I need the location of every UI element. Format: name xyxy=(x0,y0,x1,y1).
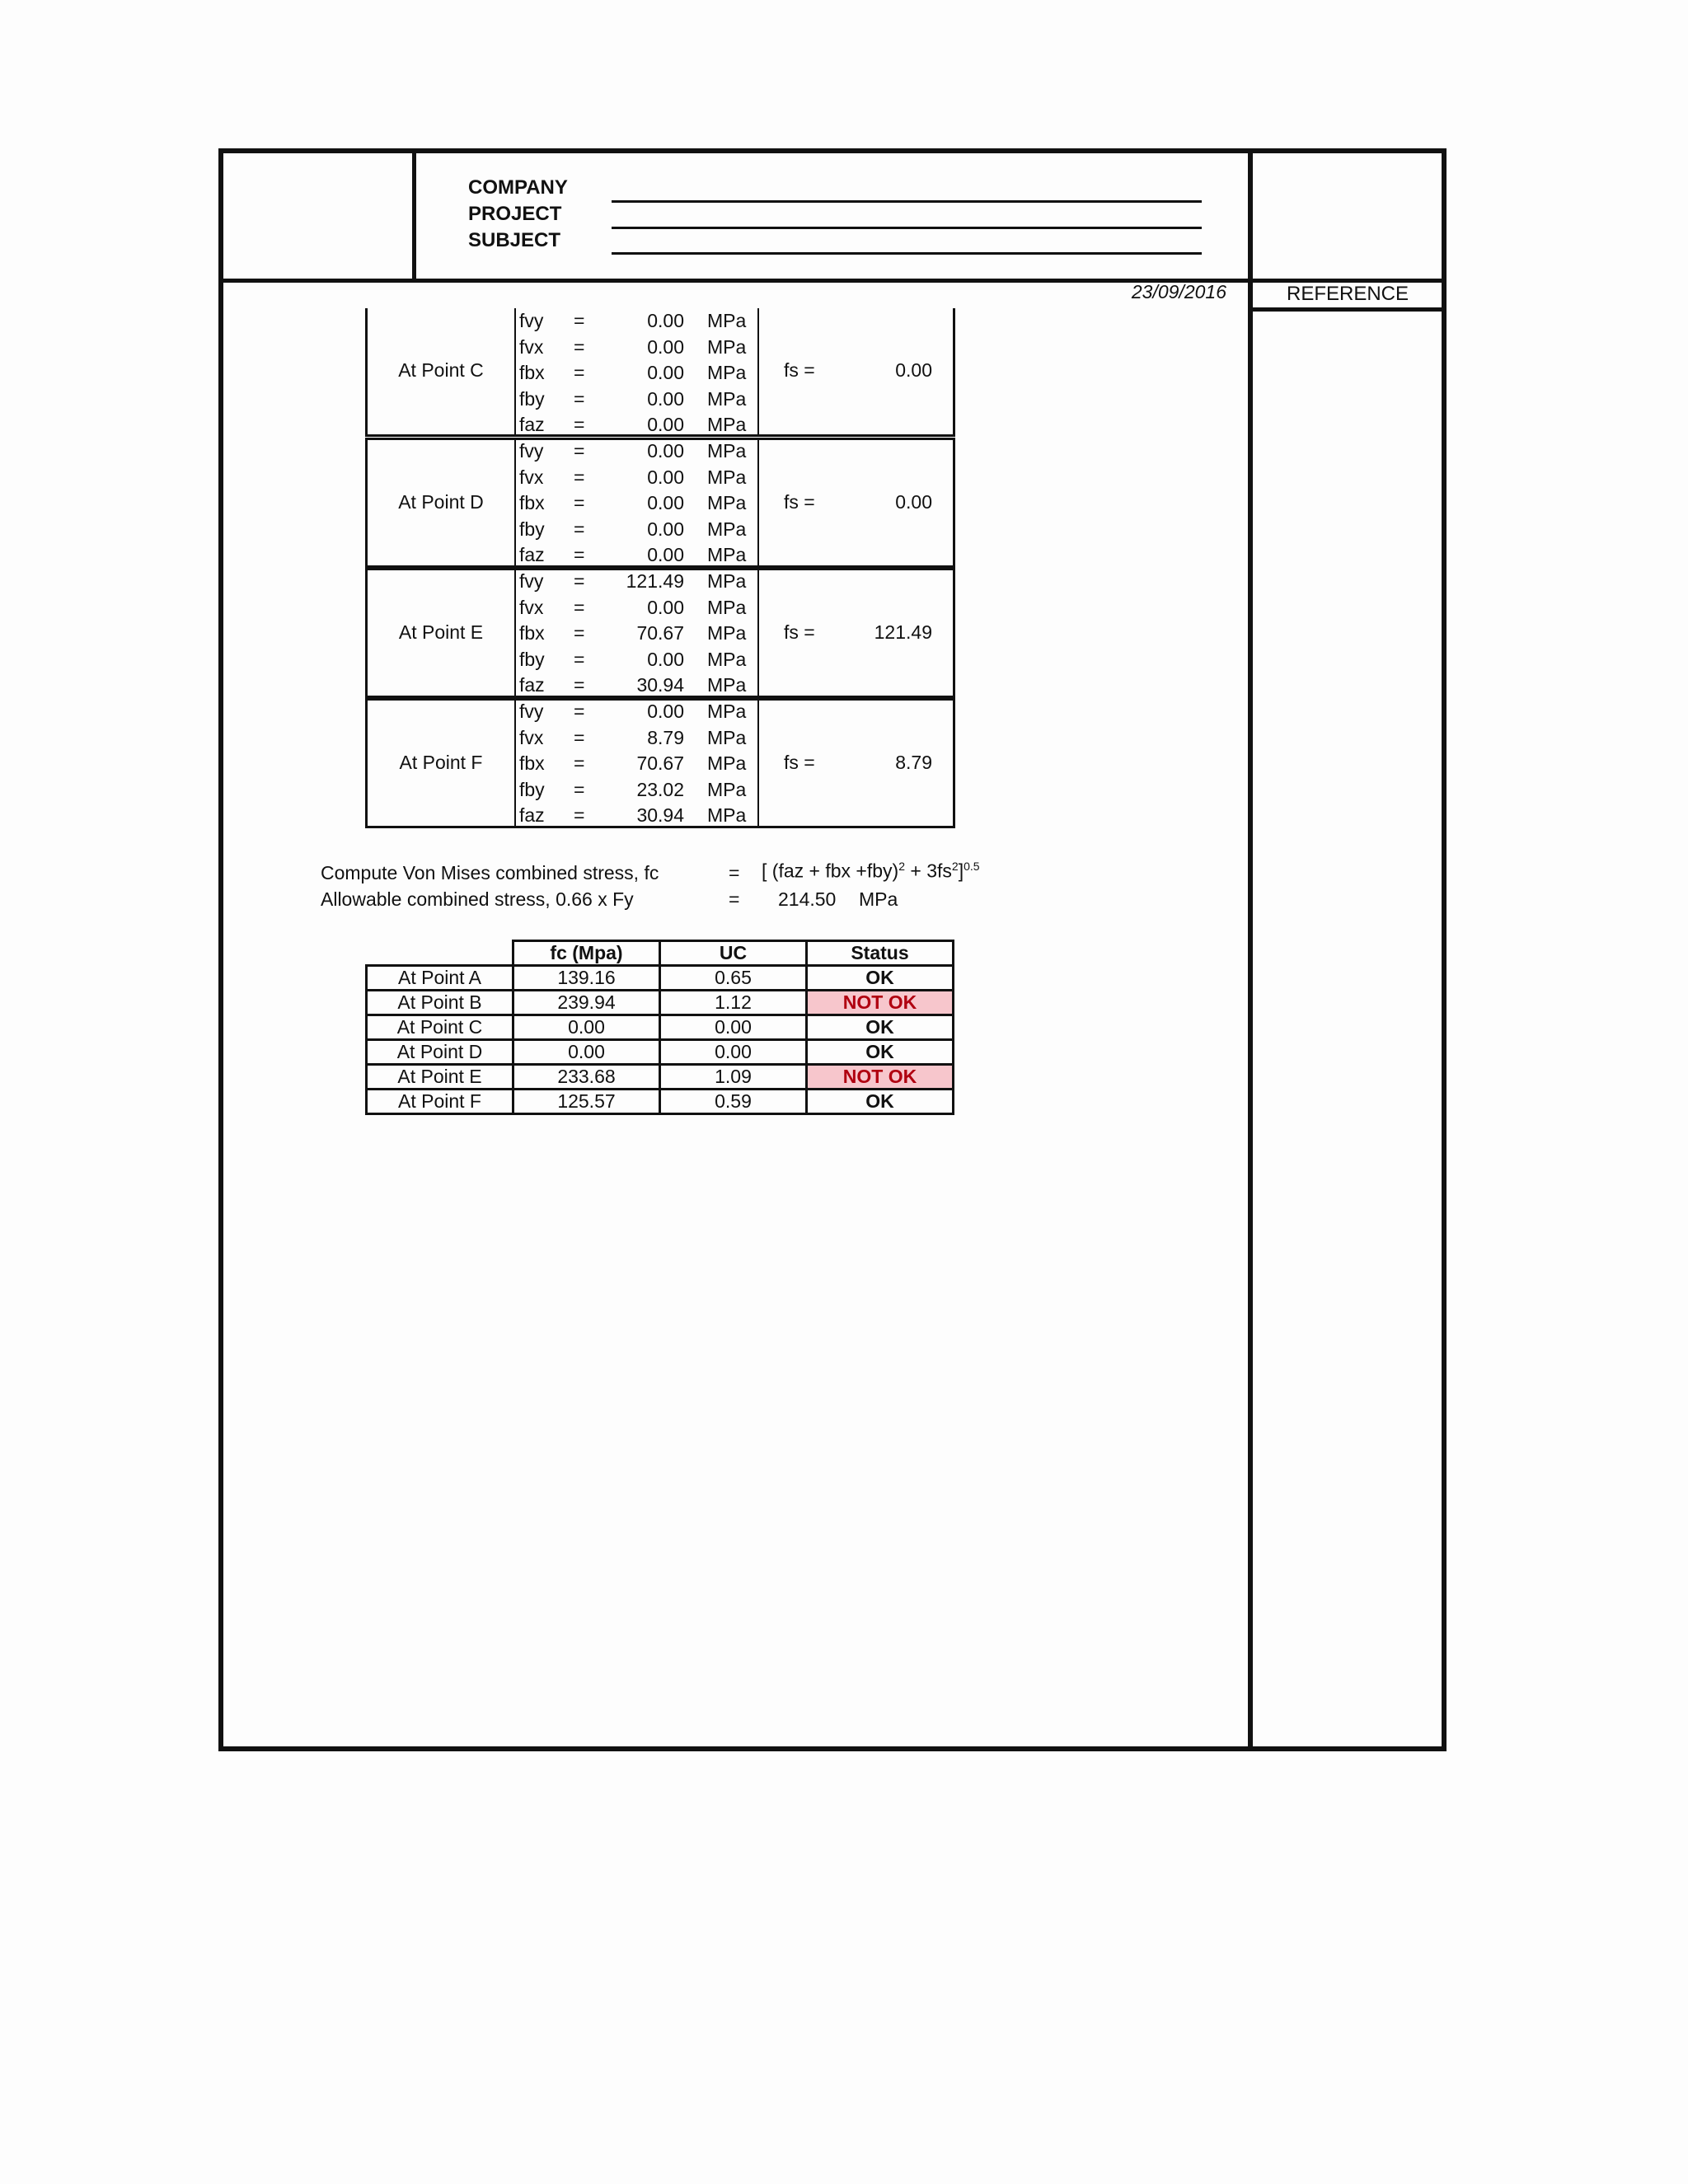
summary-fc: 0.00 xyxy=(513,1040,660,1065)
fs-label: fs = xyxy=(784,359,815,381)
stress-value: 0.00 xyxy=(647,362,684,384)
stress-row xyxy=(519,360,758,387)
stress-row xyxy=(519,438,758,465)
allowable-stress-label: Allowable combined stress, 0.66 x Fy xyxy=(321,888,634,910)
stress-equals: = xyxy=(574,466,585,488)
stress-name: fvy xyxy=(519,440,544,462)
stress-name: fbx xyxy=(519,622,545,644)
stress-value: 8.79 xyxy=(647,726,684,748)
header-fc: fc (Mpa) xyxy=(513,941,660,966)
stress-row xyxy=(519,308,758,335)
summary-fc: 233.68 xyxy=(513,1065,660,1090)
stress-name: fby xyxy=(519,648,545,670)
point-label: At Point C xyxy=(398,359,484,381)
allowable-unit: MPa xyxy=(859,888,898,910)
summary-fc: 239.94 xyxy=(513,991,660,1015)
stress-unit: MPa xyxy=(707,570,747,592)
von-mises-equals: = xyxy=(729,862,740,883)
header-status: Status xyxy=(807,941,954,966)
stress-unit: MPa xyxy=(707,726,747,748)
stress-unit: MPa xyxy=(707,492,747,514)
summary-row xyxy=(367,991,954,1015)
stress-row xyxy=(519,595,758,621)
summary-point: At Point F xyxy=(367,1090,513,1114)
summary-uc: 0.59 xyxy=(660,1090,807,1114)
point-label: At Point F xyxy=(399,752,483,773)
stress-value: 0.00 xyxy=(647,440,684,462)
summary-uc: 0.00 xyxy=(660,1015,807,1040)
summary-row xyxy=(367,1065,954,1090)
stress-unit: MPa xyxy=(707,440,747,462)
subject-label: SUBJECT xyxy=(468,229,561,251)
summary-point: At Point C xyxy=(367,1015,513,1040)
stress-equals: = xyxy=(574,726,585,748)
subject-line xyxy=(612,252,1202,255)
stress-value: 0.00 xyxy=(647,414,684,436)
summary-point: At Point D xyxy=(367,1040,513,1065)
summary-status: NOT OK xyxy=(807,1065,954,1090)
stress-name: fby xyxy=(519,518,545,540)
company-line xyxy=(612,200,1202,203)
stress-value: 0.00 xyxy=(647,648,684,670)
stress-name: faz xyxy=(519,414,545,436)
stress-equals: = xyxy=(574,752,585,775)
stress-unit: MPa xyxy=(707,362,747,384)
fs-value: 121.49 xyxy=(874,621,932,643)
stress-equals: = xyxy=(574,310,585,331)
von-mises-formula: [ (faz + fbx $+fby)^2 + 3fs^2]^{0.5}$ xyxy=(762,860,980,882)
summary-corner xyxy=(367,941,513,966)
stress-unit: MPa xyxy=(707,414,747,436)
stress-unit: MPa xyxy=(707,544,747,566)
stress-value: 70.67 xyxy=(636,622,684,644)
stress-name: fvy xyxy=(519,310,544,331)
stress-unit: MPa xyxy=(707,778,747,800)
stress-row xyxy=(519,725,758,752)
stress-equals: = xyxy=(574,387,585,410)
stress-value: 23.02 xyxy=(636,778,684,800)
reference-column-divider xyxy=(1248,148,1253,1751)
summary-status: OK xyxy=(807,966,954,991)
summary-row xyxy=(367,1090,954,1114)
fs-value: 0.00 xyxy=(895,359,932,381)
fs-value: 0.00 xyxy=(895,491,932,513)
stress-row xyxy=(519,621,758,647)
summary-status: NOT OK xyxy=(807,991,954,1015)
summary-status: OK xyxy=(807,1015,954,1040)
stress-value: 121.49 xyxy=(626,570,684,592)
summary-point: At Point B xyxy=(367,991,513,1015)
stress-equals: = xyxy=(574,492,585,514)
fs-label: fs = xyxy=(784,752,815,773)
stress-row xyxy=(519,673,758,699)
stress-block xyxy=(365,308,955,437)
stress-row xyxy=(519,387,758,413)
stress-name: faz xyxy=(519,544,545,566)
summary-table xyxy=(365,940,954,1115)
stress-unit: MPa xyxy=(707,622,747,644)
stress-name: faz xyxy=(519,804,545,827)
stress-value: 0.00 xyxy=(647,466,684,488)
von-mises-label: Compute Von Mises combined stress, fc xyxy=(321,862,659,883)
stress-name: faz xyxy=(519,674,545,696)
stress-unit: MPa xyxy=(707,466,747,488)
stress-name: fbx xyxy=(519,752,545,775)
stress-equals: = xyxy=(574,362,585,384)
stress-equals: = xyxy=(574,335,585,358)
point-label: At Point E xyxy=(398,621,484,643)
summary-uc: 1.09 xyxy=(660,1065,807,1090)
stress-unit: MPa xyxy=(707,648,747,670)
block-divider xyxy=(514,308,516,434)
project-line xyxy=(612,227,1202,229)
allowable-equals: = xyxy=(729,888,740,910)
stress-value: 30.94 xyxy=(636,674,684,696)
summary-row xyxy=(367,966,954,991)
stress-equals: = xyxy=(574,778,585,800)
stress-unit: MPa xyxy=(707,310,747,331)
stress-value: 0.00 xyxy=(647,596,684,618)
stress-name: fby xyxy=(519,778,545,800)
project-label: PROJECT xyxy=(468,203,562,225)
summary-header-row xyxy=(367,941,954,966)
stress-value: 0.00 xyxy=(647,492,684,514)
stress-unit: MPa xyxy=(707,596,747,618)
header-uc: UC xyxy=(660,941,807,966)
stress-block xyxy=(365,568,955,698)
reference-header-divider xyxy=(1248,307,1447,312)
block-divider xyxy=(514,570,516,696)
summary-uc: 0.65 xyxy=(660,966,807,991)
stress-value: 0.00 xyxy=(647,701,684,722)
stress-unit: MPa xyxy=(707,518,747,540)
summary-status: OK xyxy=(807,1040,954,1065)
summary-point: At Point E xyxy=(367,1065,513,1090)
stress-equals: = xyxy=(574,622,585,644)
stress-row xyxy=(519,751,758,777)
summary-row xyxy=(367,1015,954,1040)
stress-row xyxy=(519,490,758,517)
block-divider xyxy=(514,440,516,565)
allowable-value: 214.50 xyxy=(778,888,837,910)
stress-row xyxy=(519,517,758,543)
stress-row xyxy=(519,412,758,438)
stress-row xyxy=(519,335,758,361)
stress-row xyxy=(519,542,758,569)
summary-fc: 0.00 xyxy=(513,1015,660,1040)
summary-fc: 139.16 xyxy=(513,966,660,991)
stress-row xyxy=(519,465,758,491)
summary-fc: 125.57 xyxy=(513,1090,660,1114)
stress-name: fvx xyxy=(519,466,544,488)
stress-equals: = xyxy=(574,804,585,827)
stress-value: 0.00 xyxy=(647,335,684,358)
summary-uc: 1.12 xyxy=(660,991,807,1015)
stress-value: 0.00 xyxy=(647,387,684,410)
stress-row xyxy=(519,699,758,725)
stress-name: fvx xyxy=(519,596,544,618)
stress-unit: MPa xyxy=(707,701,747,722)
stress-equals: = xyxy=(574,440,585,462)
stress-block xyxy=(365,438,955,568)
stress-name: fvx xyxy=(519,335,544,358)
stress-value: 0.00 xyxy=(647,518,684,540)
stress-value: 70.67 xyxy=(636,752,684,775)
stress-name: fvx xyxy=(519,726,544,748)
stress-equals: = xyxy=(574,648,585,670)
stress-name: fby xyxy=(519,387,545,410)
stress-block xyxy=(365,698,955,828)
stress-value: 30.94 xyxy=(636,804,684,827)
stress-row xyxy=(519,569,758,595)
stress-unit: MPa xyxy=(707,752,747,775)
stress-equals: = xyxy=(574,414,585,436)
fs-label: fs = xyxy=(784,621,815,643)
stress-row xyxy=(519,647,758,673)
stress-name: fbx xyxy=(519,492,545,514)
fs-label: fs = xyxy=(784,491,815,513)
stress-equals: = xyxy=(574,596,585,618)
stress-name: fbx xyxy=(519,362,545,384)
block-divider xyxy=(514,701,516,826)
stress-value: 0.00 xyxy=(647,544,684,566)
stress-unit: MPa xyxy=(707,387,747,410)
company-label: COMPANY xyxy=(468,176,568,199)
stress-equals: = xyxy=(574,570,585,592)
stress-unit: MPa xyxy=(707,335,747,358)
stress-name: fvy xyxy=(519,570,544,592)
stress-row xyxy=(519,803,758,829)
stress-equals: = xyxy=(574,674,585,696)
logo-box-divider xyxy=(412,148,416,280)
stress-equals: = xyxy=(574,544,585,566)
stress-unit: MPa xyxy=(707,674,747,696)
summary-row xyxy=(367,1040,954,1065)
summary-point: At Point A xyxy=(367,966,513,991)
stress-equals: = xyxy=(574,518,585,540)
stress-row xyxy=(519,777,758,804)
summary-uc: 0.00 xyxy=(660,1040,807,1065)
stress-equals: = xyxy=(574,701,585,722)
reference-label: REFERENCE xyxy=(1286,283,1409,305)
fs-value: 8.79 xyxy=(895,752,932,773)
point-label: At Point D xyxy=(398,491,484,513)
stress-value: 0.00 xyxy=(647,310,684,331)
summary-status: OK xyxy=(807,1090,954,1114)
date: 23/09/2016 xyxy=(1131,281,1226,302)
stress-unit: MPa xyxy=(707,804,747,827)
stress-name: fvy xyxy=(519,701,544,722)
